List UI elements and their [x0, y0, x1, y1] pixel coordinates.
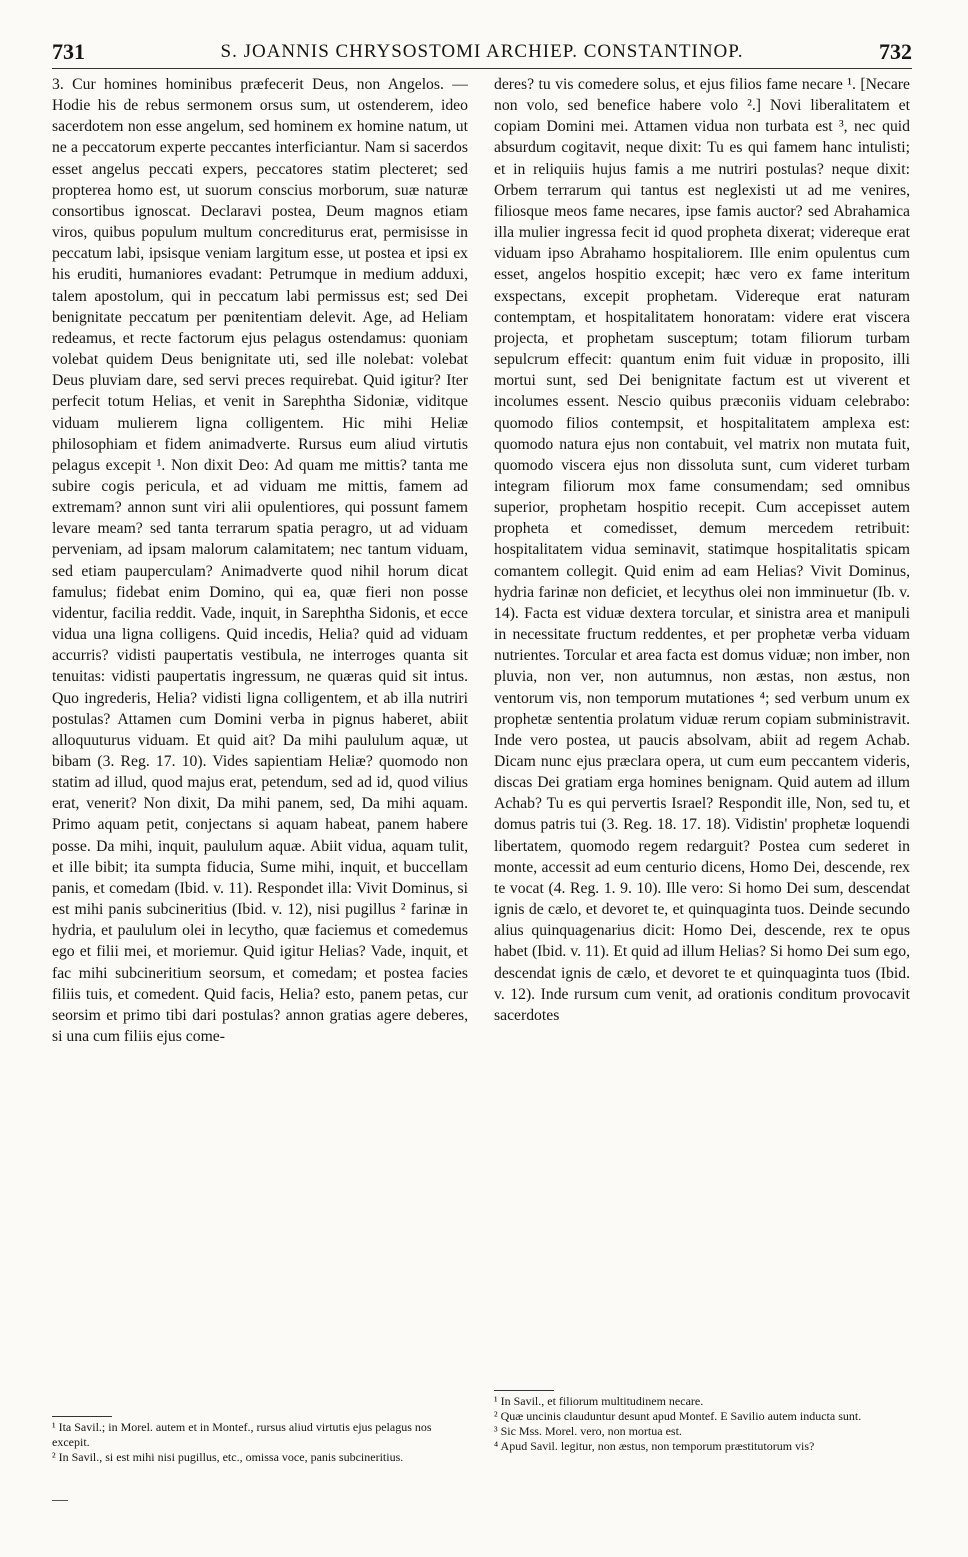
right-page-number: 732 [879, 39, 912, 64]
right-column-text: deres? tu vis comedere solus, et ejus filios fame necare ¹. [Necare non volo, sed benefice habere volo ².] Novi liberalitatem et copiam Domini mei. Attamen vidua non turbata est ³, nec quid absurdum cogitavit, neque dixit: Tu es qui famem hanc intulisti; et in reliquiis hujus famis a me nutriri postulas? neque dixit: Orbem terrarum qui tantus est neglexisti ut ad me venires, filiosque meos fame necares, ipse famis auctor? sed Abrahamica illa mulier ingressa fecit id quod propheta dixerat; videreque erat viduam ipso Abrahamo hospitaliorem. Ille enim opulentus cum esset, angelos hospitio excepit; hæc vero ex fame interitum exspectans, excepit prophetam. Videreque erat naturam contemptam, et hospitalitatem honoratam: videre erat viscera projecta, et prophetam susceptum; totam filiorum turbam sepulcrum effecit: quantum enim fuit viduæ in proposito, illi mortui sunt, sed Dei benignitate factum est ut viverent et incolumes essent. Nescio quibus præconiis viduam celebrabo: quomodo filios contempsit, et hospitalitatem amplexa est: quomodo natura ejus non contabuit, vel matrix non mutata fuit, quomodo viscera ejus non dissoluta sunt, cum videret turbam integram filiorum mox fame consumendam; sed omnibus superior, prophetam hospitio recepit. Cum accepisset autem propheta et comedisset, demum mercedem retribuit: hospitalitatem vidua seminavit, statimque hospitalitatis spicam comantem collegit. Quid enim ad eam Helias? Vivit Dominus, hydria farinæ non deficiet, et lecythus olei non imminuetur (Ib. v. 14). Facta est viduæ dextera torcular, et sinistra area et manipuli in necessitate fructum reddentes, et per prophetæ verba viduam nutrientes. Torcular et area facta est domus viduæ; non imber, non pluvia, non ver, non autumnus, non æstas, non æstus, non ventorum vis, non temporum mutationes ⁴; sed verbum unum ex prophetæ sententia prolatum viduæ rerum copiam subministravit. Inde vero postea, ut paucis absolvam, abiit ad regem Achab. Dicam nunc ejus præclara opera, ut cum eum peccantem videris, discas Dei gratiam erga homines benignam. Quid autem ad illum Achab? Tu es qui pervertis Israel? Respondit ille, Non, sed tu, et domus patris tui (3. Reg. 18. 17. 18). Vidistin' prophetæ loquendi libertatem, quomodo regem redarguit? Postea cum sederet in monte, accessit ad eum centurio dicens, Homo Dei, descende, rex te vocat (4. Reg. 1. 9. 10). Ille vero: Si homo Dei sum, descendat ignis de cælo, et devoret te, et quinquaginta tuos. Deinde secundo alius quinquagenarius dicit: Homo Dei, descende, rex te opus habet (Ibid. v. 11). Et quid ad illum Helias? Si homo Dei sum ego, descendat ignis de cælo, et devoret te et quinquaginta tuos (Ibid. v. 12). Inde rursum cum venit, ad orationis conditum provocavit sacerdotes [494, 76, 910, 1024]
right-footnote-2: ² Quæ uncinis clauduntur desunt apud Montef. E Savilio autem inducta sunt. [494, 1409, 862, 1423]
left-column [52, 74, 468, 1047]
margin-dash [52, 1500, 68, 1501]
right-footnote-rule [494, 1390, 554, 1391]
running-header [52, 36, 912, 69]
running-title: S. JOANNIS CHRYSOSTOMI ARCHIEP. CONSTANTINOP. [220, 41, 744, 62]
right-column [494, 74, 910, 1026]
left-footnote-2: ² In Savil., si est mihi nisi pugillus, etc., omissa voce, panis subcineritius. [52, 1450, 404, 1464]
left-footnotes [52, 1420, 468, 1465]
right-footnote-4: ⁴ Apud Savil. legitur, non æstus, non temporum præstitutorum vis? [494, 1439, 815, 1453]
right-footnote-3: ³ Sic Mss. Morel. vero, non mortua est. [494, 1424, 682, 1438]
right-footnote-1: ¹ In Savil., et filiorum multitudinem necare. [494, 1394, 704, 1408]
left-page-number: 731 [52, 39, 85, 64]
left-column-text: 3. Cur homines hominibus præfecerit Deus, non Angelos. — Hodie his de rebus sermonem orsus sum, ut ostenderem, ideo sacerdotem non esse angelum, sed hominem ex homine natum, ut ne a peccatorum experte peccantes interficiantur. Nam si sacerdos esset angelus peccati expers, peccatores statim plecteret; sed propterea homo est, ut suorum conscius morborum, suæ naturæ consortibus ignoscat. Declaravi postea, Deum magnos etiam viros, quibus populum multum concrediturus erat, permisisse in peccatum labi, ipsisque veniam largitum esse, ut postea et ipsi ex his eruditi, humaniores evadant: Petrumque in medium adduxi, talem apostolum, qui in peccatum labi permissus est; sed Dei benignitate peccatum per pœnitentiam delevit. Age, ad Heliam redeamus, et recte factorum ejus pelagus ostendamus: quoniam volebat quidem Deus benignitate uti, sed ille nolebat: volebat Deus pluviam dare, sed servi preces requirebat. Quid igitur? Iter perfecit totum Helias, et venit in Sarephtha Sidoniæ, viditque viduam mulierem ligna colligentem. Hic mihi Heliæ philosophiam et fidem animadverte. Rursus eum aliud virtutis pelagus excepit ¹. Non dixit Deo: Ad quam me mittis? tanta me subire cogis pericula, et ad viduam me mittis, famem ad extremam? annon sunt viri alii opulentiores, qui possunt famem levare meam? sed tanta terrarum spatia peragro, ut ad viduam perveniam, ad ipsam malorum calamitatem; nec tantum viduam, sed etiam pauperculam? Animadverte quod nihil horum dicat famulus; fidebat enim Domino, qui ea, quæ fieri non posse videntur, facilia reddit. Vade, inquit, in Sarephtha Sidonis, et ecce vidua una ligna colligens. Quid incedis, Helia? quid ad viduam accurris? vidisti paupertatis vestibula, ne interroges quanta sit tenuitas: vidisti paupertatis ingressum, ne quæras quid sit intus. Quo ingrederis, Helia? vidisti ligna colligentem, et ab illa nutriri postulas? Attamen cum Domini verba in pignus haberet, abiit alloquuturus viduam. Et quid ait? Da mihi paululum aquæ, ut bibam (3. Reg. 17. 10). Vides sapientiam Heliæ? quomodo non statim ad illud, quod majus erat, petendum, sed ad id, quod vilius erat, venerit? Non dixit, Da mihi panem, sed, Da mihi aquam. Primo aquam petit, conjectans si aquam habeat, panem habere posse. Da mihi, inquit, paululum aquæ. Abiit vidua, aquam tulit, et ille bibit; ita sumpta fiducia, Sume mihi, inquit, et buccellam panis, et comedam (Ibid. v. 11). Respondet illa: Vivit Dominus, si est mihi panis subcineritius (Ibid. v. 12), nisi pugillus ² farinæ in hydria, et paululum olei in lecytho, quæ faciemus et comedemus ego et filii mei, et moriemur. Quid igitur Helias? Vade, inquit, et fac mihi subcineritium seorsum, et comedam; et postea facies filiis tuis, et comedent. Quid facis, Helia? esto, panem petas, cur seorsim et primo tibi dari postulas? annon gratias agere deberes, si una cum filiis ejus come- [52, 76, 468, 1046]
left-footnote-1: ¹ Ita Savil.; in Morel. autem et in Montef., rursus aliud virtutis ejus pelagus nos excepit. [52, 1420, 432, 1449]
right-footnotes [494, 1394, 910, 1454]
left-footnote-rule [52, 1416, 112, 1417]
